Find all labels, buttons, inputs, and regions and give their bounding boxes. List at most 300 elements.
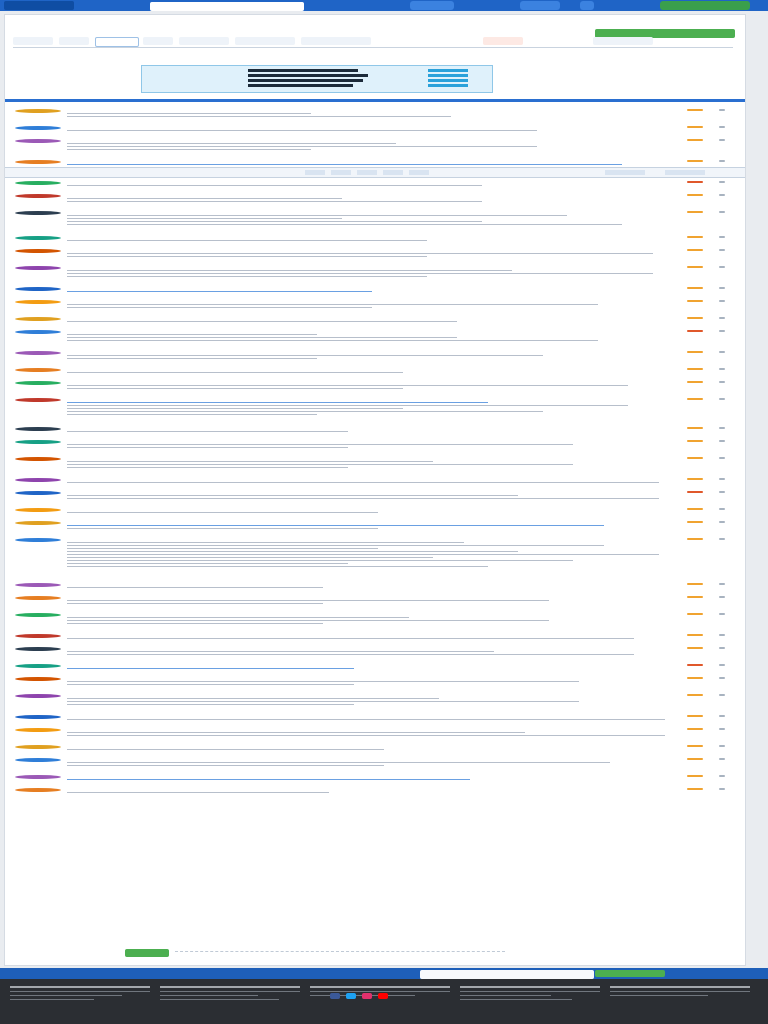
comment-text-line <box>67 765 384 766</box>
like-button[interactable] <box>687 211 703 213</box>
avatar[interactable] <box>15 160 61 164</box>
tab-7[interactable] <box>301 37 371 45</box>
like-button[interactable] <box>687 758 703 760</box>
avatar[interactable] <box>15 538 61 542</box>
comment-body <box>67 645 677 657</box>
comment-text-line <box>67 164 622 165</box>
like-button[interactable] <box>687 236 703 238</box>
comment-text-line <box>67 735 665 736</box>
newsletter-bar <box>0 968 768 979</box>
tab-1[interactable] <box>13 37 53 45</box>
like-button[interactable] <box>687 287 703 289</box>
nav-link[interactable] <box>520 1 560 10</box>
reply-icon[interactable] <box>719 788 725 790</box>
page-link[interactable] <box>305 170 325 175</box>
comment-username[interactable] <box>67 247 677 251</box>
like-button[interactable] <box>687 317 703 319</box>
reply-icon[interactable] <box>719 300 725 302</box>
like-button[interactable] <box>687 583 703 585</box>
comment-username[interactable] <box>67 285 677 289</box>
comment-body <box>67 328 677 343</box>
page-link[interactable] <box>383 170 403 175</box>
reply-icon[interactable] <box>719 457 725 459</box>
comment-text-line <box>67 792 329 793</box>
comment-username[interactable] <box>67 536 677 540</box>
comment-body <box>67 247 677 259</box>
reply-icon[interactable] <box>719 491 725 493</box>
comment-username[interactable] <box>67 298 677 302</box>
reply-icon[interactable] <box>719 583 725 585</box>
comment-actions <box>687 249 737 253</box>
comment-item <box>5 425 745 435</box>
like-button[interactable] <box>687 613 703 615</box>
footer-link[interactable] <box>10 995 122 996</box>
avatar[interactable] <box>15 677 61 681</box>
like-button[interactable] <box>687 249 703 251</box>
comment-username[interactable] <box>67 107 677 111</box>
last-page-link[interactable] <box>665 170 705 175</box>
comment-body <box>67 581 677 590</box>
reply-icon[interactable] <box>719 287 725 289</box>
footer-link[interactable] <box>460 999 572 1000</box>
comment-username[interactable] <box>67 786 677 790</box>
comment-text-line <box>67 130 537 131</box>
reply-icon[interactable] <box>719 613 725 615</box>
comment-text-line <box>67 698 439 699</box>
comment-username[interactable] <box>67 328 677 332</box>
comment-body <box>67 594 677 606</box>
comment-actions <box>687 351 737 355</box>
reply-icon[interactable] <box>719 758 725 760</box>
comment-actions <box>687 126 737 130</box>
reply-icon[interactable] <box>719 427 725 429</box>
post-deal-button[interactable] <box>660 1 750 10</box>
comment-text-line <box>67 385 628 386</box>
comment-username[interactable] <box>67 713 677 717</box>
comment-body <box>67 662 677 671</box>
comment-text-line <box>67 779 470 780</box>
comment-text-line <box>67 146 537 147</box>
comment-body <box>67 349 677 361</box>
comment-username[interactable] <box>67 366 677 370</box>
comment-text-line <box>67 495 518 496</box>
avatar[interactable] <box>15 266 61 270</box>
reply-icon[interactable] <box>719 694 725 696</box>
comment-item <box>5 632 745 642</box>
search-input[interactable] <box>150 2 304 11</box>
comment-actions <box>687 634 737 638</box>
comment-username[interactable] <box>67 124 677 128</box>
reply-icon[interactable] <box>719 538 725 540</box>
page-link[interactable] <box>331 170 351 175</box>
comment-text-line <box>67 218 342 219</box>
comment-body <box>67 396 677 417</box>
like-button[interactable] <box>687 775 703 777</box>
avatar[interactable] <box>15 109 61 113</box>
comment-username[interactable] <box>67 137 677 141</box>
avatar[interactable] <box>15 181 61 185</box>
reply-icon[interactable] <box>719 211 725 213</box>
avatar[interactable] <box>15 330 61 334</box>
tab-3[interactable] <box>95 37 139 47</box>
like-button[interactable] <box>687 266 703 268</box>
reply-icon[interactable] <box>719 181 725 183</box>
comment-text-line <box>67 304 598 305</box>
avatar[interactable] <box>15 194 61 198</box>
comment-username[interactable] <box>67 632 677 636</box>
comment-username[interactable] <box>67 349 677 353</box>
nav-link[interactable] <box>410 1 454 10</box>
comment-text-line <box>67 431 348 432</box>
reply-icon[interactable] <box>719 317 725 319</box>
like-button[interactable] <box>687 647 703 649</box>
reply-icon[interactable] <box>719 160 725 162</box>
site-logo[interactable] <box>4 1 74 10</box>
reply-icon[interactable] <box>719 775 725 777</box>
comment-text-line <box>67 405 628 406</box>
comment-actions <box>687 381 737 385</box>
footer-link[interactable] <box>160 991 300 992</box>
reply-icon[interactable] <box>719 745 725 747</box>
comment-username[interactable] <box>67 396 677 400</box>
comment-text-line <box>67 668 354 669</box>
like-button[interactable] <box>687 126 703 128</box>
avatar[interactable] <box>15 211 61 215</box>
reply-icon[interactable] <box>719 596 725 598</box>
comment-actions <box>687 109 737 113</box>
comment-body <box>67 124 677 133</box>
like-button[interactable] <box>687 634 703 636</box>
comment-username[interactable] <box>67 675 677 679</box>
avatar[interactable] <box>15 745 61 749</box>
comment-text-line <box>67 116 451 117</box>
comment-body <box>67 611 677 626</box>
like-button[interactable] <box>687 109 703 111</box>
avatar[interactable] <box>15 236 61 240</box>
footer-link[interactable] <box>10 999 94 1000</box>
like-button[interactable] <box>687 300 703 302</box>
comment-username[interactable] <box>67 455 677 459</box>
comment-username[interactable] <box>67 506 677 510</box>
comment-body <box>67 264 677 279</box>
avatar[interactable] <box>15 664 61 668</box>
avatar[interactable] <box>15 139 61 143</box>
comment-text-line <box>67 321 457 322</box>
footer-link[interactable] <box>310 991 450 992</box>
comment-username[interactable] <box>67 264 677 268</box>
like-button[interactable] <box>687 330 703 332</box>
comment-actions <box>687 368 737 372</box>
comment-username[interactable] <box>67 179 677 183</box>
comment-text-line <box>67 340 598 341</box>
avatar[interactable] <box>15 694 61 698</box>
avatar[interactable] <box>15 613 61 617</box>
avatar[interactable] <box>15 300 61 304</box>
comment-username[interactable] <box>67 489 677 493</box>
comment-body <box>67 726 677 738</box>
avatar[interactable] <box>15 715 61 719</box>
avatar[interactable] <box>15 491 61 495</box>
nav-link[interactable] <box>580 1 594 10</box>
avatar[interactable] <box>15 788 61 792</box>
comment-username[interactable] <box>67 519 677 523</box>
comment-body <box>67 179 677 188</box>
comment-item <box>5 611 745 629</box>
like-button[interactable] <box>687 351 703 353</box>
like-button[interactable] <box>687 457 703 459</box>
avatar[interactable] <box>15 398 61 402</box>
footer-link[interactable] <box>10 991 150 992</box>
reply-icon[interactable] <box>719 647 725 649</box>
like-button[interactable] <box>687 596 703 598</box>
comment-username[interactable] <box>67 726 677 730</box>
comment-body <box>67 107 677 119</box>
reply-icon[interactable] <box>719 368 725 370</box>
like-button[interactable] <box>687 368 703 370</box>
like-button[interactable] <box>687 491 703 493</box>
comment-body <box>67 366 677 375</box>
avatar[interactable] <box>15 728 61 732</box>
comment-text-line <box>67 617 409 618</box>
like-button[interactable] <box>687 478 703 480</box>
table-chip <box>428 74 468 77</box>
comment-actions <box>687 211 737 215</box>
load-more-button[interactable] <box>125 949 169 957</box>
breadcrumb[interactable] <box>13 17 733 25</box>
comment-text-line <box>67 253 653 254</box>
comment-body <box>67 298 677 310</box>
comment-username[interactable] <box>67 234 677 238</box>
comment-username[interactable] <box>67 773 677 777</box>
like-button[interactable] <box>687 728 703 730</box>
like-button[interactable] <box>687 664 703 666</box>
avatar[interactable] <box>15 351 61 355</box>
comment-text-line <box>67 557 433 558</box>
facebook-icon[interactable] <box>330 993 340 999</box>
deal-table-row <box>148 84 478 88</box>
reply-icon[interactable] <box>719 266 725 268</box>
comment-body <box>67 675 677 687</box>
like-button[interactable] <box>687 694 703 696</box>
comment-text-line <box>67 215 567 216</box>
reply-icon[interactable] <box>719 634 725 636</box>
original-post <box>135 51 585 97</box>
comment-item <box>5 786 745 796</box>
subscribe-button[interactable] <box>595 970 665 977</box>
comment-text-line <box>67 444 573 445</box>
comment-actions <box>687 694 737 698</box>
like-button[interactable] <box>687 677 703 679</box>
avatar[interactable] <box>15 758 61 762</box>
reply-icon[interactable] <box>719 664 725 666</box>
reply-icon[interactable] <box>719 194 725 196</box>
like-button[interactable] <box>687 398 703 400</box>
comment-username[interactable] <box>67 581 677 585</box>
comment-item <box>5 438 745 452</box>
comment-actions <box>687 728 737 732</box>
comment-username[interactable] <box>67 662 677 666</box>
avatar[interactable] <box>15 647 61 651</box>
thread-title <box>13 27 573 35</box>
reply-icon[interactable] <box>719 330 725 332</box>
comment-body <box>67 285 677 294</box>
reply-icon[interactable] <box>719 715 725 717</box>
footer-link[interactable] <box>160 999 279 1000</box>
reply-icon[interactable] <box>719 139 725 141</box>
reply-icon[interactable] <box>719 109 725 111</box>
footer-column <box>10 983 150 1011</box>
bottom-pagination[interactable] <box>175 951 505 956</box>
comment-text-line <box>67 603 323 604</box>
comment-username[interactable] <box>67 209 677 213</box>
comment-username[interactable] <box>67 379 677 383</box>
comment-item <box>5 455 745 473</box>
comment-text-line <box>67 273 653 274</box>
comment-actions <box>687 236 737 240</box>
avatar[interactable] <box>15 478 61 482</box>
like-button[interactable] <box>687 139 703 141</box>
tab-6[interactable] <box>235 37 295 45</box>
avatar[interactable] <box>15 287 61 291</box>
avatar[interactable] <box>15 457 61 461</box>
avatar[interactable] <box>15 521 61 525</box>
tab-9[interactable] <box>593 37 653 45</box>
like-button[interactable] <box>687 181 703 183</box>
avatar[interactable] <box>15 427 61 431</box>
footer-link[interactable] <box>610 991 750 992</box>
avatar[interactable] <box>15 596 61 600</box>
instagram-icon[interactable] <box>362 993 372 999</box>
newsletter-email-input[interactable] <box>420 970 594 979</box>
reply-icon[interactable] <box>719 521 725 523</box>
tab-2[interactable] <box>59 37 89 45</box>
table-bar <box>248 79 363 82</box>
tab-5[interactable] <box>179 37 229 45</box>
comment-item <box>5 107 745 121</box>
comment-text-line <box>67 113 311 114</box>
comment-username[interactable] <box>67 611 677 615</box>
comment-actions <box>687 491 737 495</box>
next-page-link[interactable] <box>605 170 645 175</box>
like-button[interactable] <box>687 440 703 442</box>
comment-actions <box>687 677 737 681</box>
avatar[interactable] <box>15 634 61 638</box>
comment-username[interactable] <box>67 756 677 760</box>
comment-username[interactable] <box>67 192 677 196</box>
like-button[interactable] <box>687 160 703 162</box>
comment-username[interactable] <box>67 315 677 319</box>
deal-table <box>141 65 493 93</box>
avatar[interactable] <box>15 508 61 512</box>
avatar[interactable] <box>15 126 61 130</box>
tab-8[interactable] <box>483 37 523 45</box>
footer-link[interactable] <box>610 995 708 996</box>
footer-link[interactable] <box>460 995 551 996</box>
avatar[interactable] <box>15 317 61 321</box>
comment-username[interactable] <box>67 158 677 162</box>
comment-username[interactable] <box>67 692 677 696</box>
comment-item <box>5 692 745 710</box>
comment-username[interactable] <box>67 425 677 429</box>
comment-text-line <box>67 551 518 552</box>
reply-icon[interactable] <box>719 728 725 730</box>
footer-link[interactable] <box>160 995 258 996</box>
comment-item <box>5 675 745 689</box>
youtube-icon[interactable] <box>378 993 388 999</box>
comment-text-line <box>67 221 482 222</box>
comment-username[interactable] <box>67 645 677 649</box>
reply-icon[interactable] <box>719 126 725 128</box>
page-link[interactable] <box>409 170 429 175</box>
comment-text-line <box>67 388 403 389</box>
footer-heading-bar <box>310 986 450 988</box>
table-bar <box>248 69 358 72</box>
table-chip <box>428 84 468 87</box>
twitter-icon[interactable] <box>346 993 356 999</box>
page-link[interactable] <box>357 170 377 175</box>
comment-body <box>67 692 677 707</box>
like-button[interactable] <box>687 538 703 540</box>
comment-actions <box>687 160 737 164</box>
comment-item <box>5 594 745 608</box>
like-button[interactable] <box>687 788 703 790</box>
like-button[interactable] <box>687 381 703 383</box>
reply-icon[interactable] <box>719 249 725 251</box>
avatar[interactable] <box>15 583 61 587</box>
like-button[interactable] <box>687 745 703 747</box>
avatar[interactable] <box>15 368 61 372</box>
tab-4[interactable] <box>143 37 173 45</box>
like-button[interactable] <box>687 715 703 717</box>
reply-icon[interactable] <box>719 508 725 510</box>
reply-icon[interactable] <box>719 440 725 442</box>
reply-icon[interactable] <box>719 677 725 679</box>
comment-text-line <box>67 554 659 555</box>
footer-link[interactable] <box>460 991 600 992</box>
comment-item <box>5 264 745 282</box>
like-button[interactable] <box>687 194 703 196</box>
comment-actions <box>687 775 737 779</box>
like-button[interactable] <box>687 508 703 510</box>
comment-text-line <box>67 482 659 483</box>
comment-body <box>67 713 677 722</box>
reply-icon[interactable] <box>719 351 725 353</box>
avatar[interactable] <box>15 440 61 444</box>
reply-icon[interactable] <box>719 398 725 400</box>
comment-text-line <box>67 587 323 588</box>
comment-username[interactable] <box>67 438 677 442</box>
reply-icon[interactable] <box>719 478 725 480</box>
deal-table-row <box>148 69 478 73</box>
reply-icon[interactable] <box>719 236 725 238</box>
comment-actions <box>687 538 737 542</box>
comment-item <box>5 247 745 261</box>
comment-actions <box>687 440 737 444</box>
comment-username[interactable] <box>67 594 677 598</box>
like-button[interactable] <box>687 521 703 523</box>
avatar[interactable] <box>15 775 61 779</box>
comment-text-line <box>67 542 464 543</box>
avatar[interactable] <box>15 249 61 253</box>
like-button[interactable] <box>687 427 703 429</box>
comment-username[interactable] <box>67 476 677 480</box>
avatar[interactable] <box>15 381 61 385</box>
post-footer <box>135 93 435 97</box>
comment-body <box>67 756 677 768</box>
reply-icon[interactable] <box>719 381 725 383</box>
comment-username[interactable] <box>67 743 677 747</box>
comment-actions <box>687 613 737 617</box>
